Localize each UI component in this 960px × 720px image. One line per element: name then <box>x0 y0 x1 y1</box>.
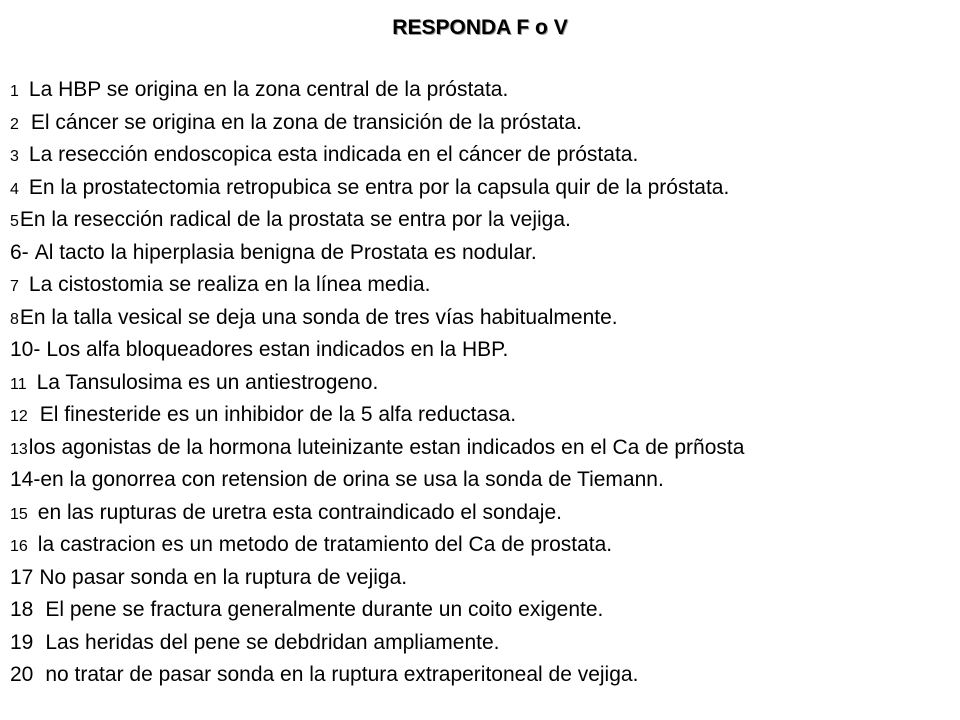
question-text: los agonistas de la hormona luteinizante estan indicados en el Ca de prñosta <box>28 435 745 459</box>
question-number: 2 <box>10 115 19 133</box>
question-item <box>10 432 958 465</box>
question-item <box>10 302 958 335</box>
question-item <box>10 399 958 432</box>
question-number: 12 <box>10 408 28 425</box>
question-text: En la talla vesical se deja una sonda de tres vías habitualmente. <box>19 305 618 329</box>
question-text: El finesteride es un inhibidor de la 5 alfa reductasa. <box>39 403 517 426</box>
question-text: en la gonorrea con retension de orina se usa la sonda de Tiemann. <box>40 468 664 491</box>
question-number: 19 <box>10 630 34 654</box>
question-item <box>10 107 958 140</box>
question-number: 1 <box>10 83 19 100</box>
question-item <box>10 334 958 367</box>
question-list <box>10 74 958 692</box>
question-number: 17 <box>10 565 34 589</box>
question-item <box>10 237 958 270</box>
question-item <box>10 529 958 562</box>
question-number: 3 <box>10 148 19 165</box>
question-item <box>10 204 958 237</box>
question-text: no tratar de pasar sonda en la ruptura extraperitoneal de vejiga. <box>45 663 639 686</box>
question-number: 4 <box>10 180 19 198</box>
question-text: No pasar sonda en la ruptura de vejiga. <box>39 565 408 589</box>
question-item <box>10 269 958 302</box>
question-item <box>10 74 958 107</box>
question-text: Los alfa bloqueadores estan indicados en la HBP. <box>46 338 509 361</box>
question-number: 7 <box>10 278 19 295</box>
question-text: El cáncer se origina en la zona de transición de la próstata. <box>30 110 582 134</box>
question-number: 6- <box>10 240 29 264</box>
question-text: En la prostatectomia retropubica se entra por la capsula quir de la próstata. <box>28 175 730 199</box>
question-number: 8 <box>10 310 19 328</box>
question-text: la castracion es un metodo de tratamiento del Ca de prostata. <box>37 533 613 556</box>
question-text: El pene se fractura generalmente durante un coito exigente. <box>45 598 604 621</box>
question-number: 14- <box>10 468 41 491</box>
question-text: La cistostomia se realiza en la línea media. <box>28 273 431 296</box>
question-number: 5 <box>10 213 19 230</box>
question-item <box>10 627 958 660</box>
question-text: Las heridas del pene se debdridan ampliamente. <box>45 630 500 654</box>
question-item <box>10 464 958 497</box>
question-item <box>10 139 958 172</box>
question-number: 16 <box>10 538 28 555</box>
question-item <box>10 594 958 627</box>
question-text: en las rupturas de uretra esta contraindicado el sondaje. <box>37 500 562 524</box>
question-item <box>10 497 958 530</box>
question-text: La Tansulosima es un antiestrogeno. <box>36 370 379 394</box>
question-item <box>10 659 958 692</box>
question-item <box>10 367 958 400</box>
question-number: 15 <box>10 505 28 523</box>
question-text: La HBP se origina en la zona central de la próstata. <box>28 78 509 101</box>
question-number: 20 <box>10 663 34 686</box>
question-number: 18 <box>10 598 34 621</box>
question-number: 10- <box>10 338 41 361</box>
question-number: 11 <box>10 375 27 393</box>
question-text: La resección endoscopica esta indicada en el cáncer de próstata. <box>28 143 639 166</box>
question-item <box>10 562 958 595</box>
question-text: Al tacto la hiperplasia benigna de Prostata es nodular. <box>34 240 537 264</box>
slide-title: RESPONDA F o V <box>392 16 568 39</box>
question-text: En la resección radical de la prostata se entra por la vejiga. <box>19 208 571 231</box>
question-number: 13 <box>10 440 28 458</box>
question-item <box>10 172 958 205</box>
